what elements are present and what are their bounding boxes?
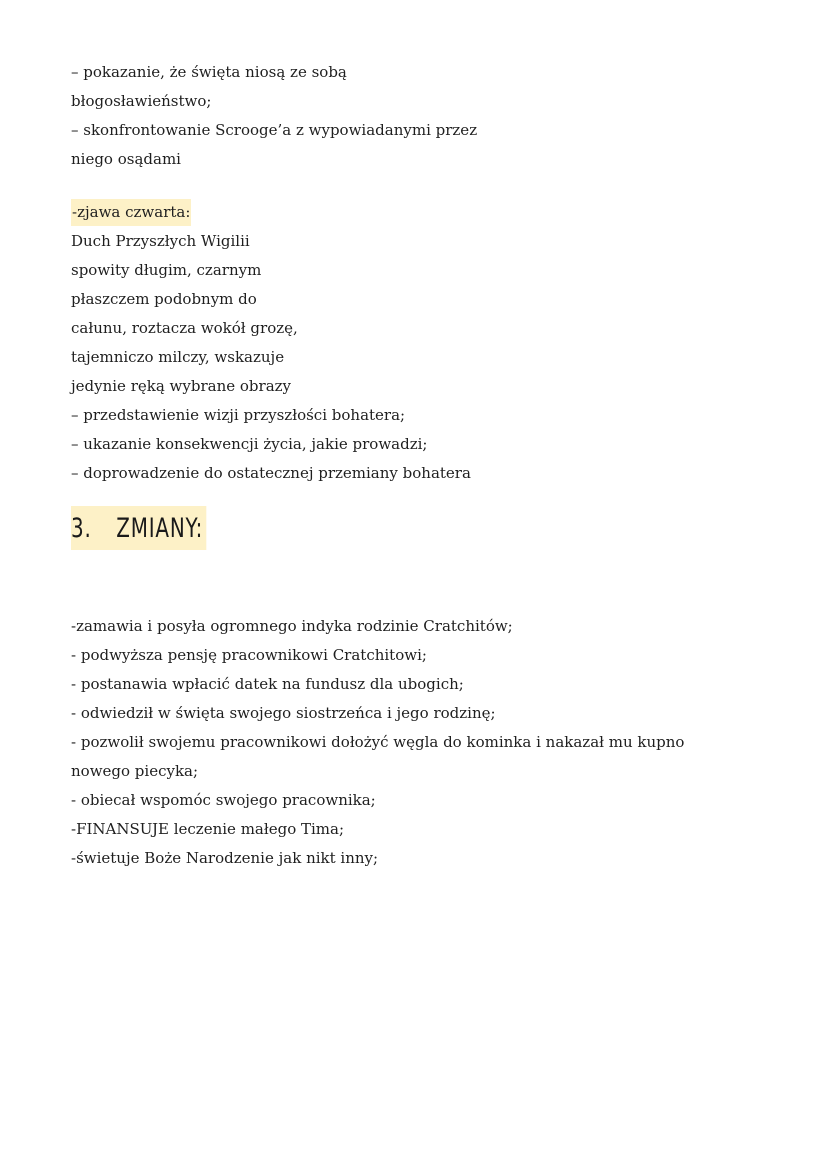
text-line: spowity długim, czarnym bbox=[71, 261, 262, 279]
list-item: nowego piecyka; bbox=[71, 762, 199, 780]
list-item: - odwiedził w święta swojego siostrzeńca i jego rodzinę; bbox=[71, 704, 496, 722]
list-item: -zamawia i posyła ogromnego indyka rodzinie Cratchitów; bbox=[71, 617, 513, 635]
section-title: ZMIANY: bbox=[116, 512, 204, 544]
text-line: całunu, roztacza wokół grozę, bbox=[71, 319, 298, 337]
text-line: błogosławieństwo; bbox=[71, 92, 212, 110]
list-item: -FINANSUJE leczenie małego Tima; bbox=[71, 820, 345, 838]
spacer bbox=[71, 578, 771, 612]
ghost-four-block bbox=[71, 198, 771, 488]
section-heading-container bbox=[71, 506, 771, 578]
text-line: – doprowadzenie do ostatecznej przemiany bohatera bbox=[71, 464, 471, 482]
list-item: -świetuje Boże Narodzenie jak nikt inny; bbox=[71, 849, 379, 867]
text-line: niego osądami bbox=[71, 150, 181, 168]
list-item: - obiecał wspomóc swojego pracownika; bbox=[71, 791, 376, 809]
highlighted-label: -zjawa czwarta: bbox=[71, 199, 191, 226]
document-page bbox=[71, 58, 771, 873]
ghost-four-label-line bbox=[71, 198, 771, 227]
text-line: jedynie ręką wybrane obrazy bbox=[71, 377, 292, 395]
text-line: – pokazanie, że święta niosą ze sobą bbox=[71, 63, 347, 81]
text-line: – ukazanie konsekwencji życia, jakie prowadzi; bbox=[71, 435, 428, 453]
text-line: – przedstawienie wizji przyszłości bohatera; bbox=[71, 406, 406, 424]
text-line: – skonfrontowanie Scrooge’a z wypowiadanymi przez bbox=[71, 121, 478, 139]
list-item: - postanawia wpłacić datek na fundusz dla ubogich; bbox=[71, 675, 464, 693]
list-item: - podwyższa pensję pracownikowi Cratchitowi; bbox=[71, 646, 427, 664]
text-line: Duch Przyszłych Wigilii bbox=[71, 232, 250, 250]
spacer bbox=[71, 174, 771, 198]
top-list bbox=[71, 58, 771, 174]
text-line: płaszczem podobnym do bbox=[71, 290, 257, 308]
section-heading bbox=[71, 506, 206, 550]
section-number: 3. bbox=[71, 512, 92, 544]
changes-list bbox=[71, 612, 771, 873]
list-item: - pozwolił swojemu pracownikowi dołożyć węgla do kominka i nakazał mu kupno bbox=[71, 733, 685, 751]
text-line: tajemniczo milczy, wskazuje bbox=[71, 348, 285, 366]
